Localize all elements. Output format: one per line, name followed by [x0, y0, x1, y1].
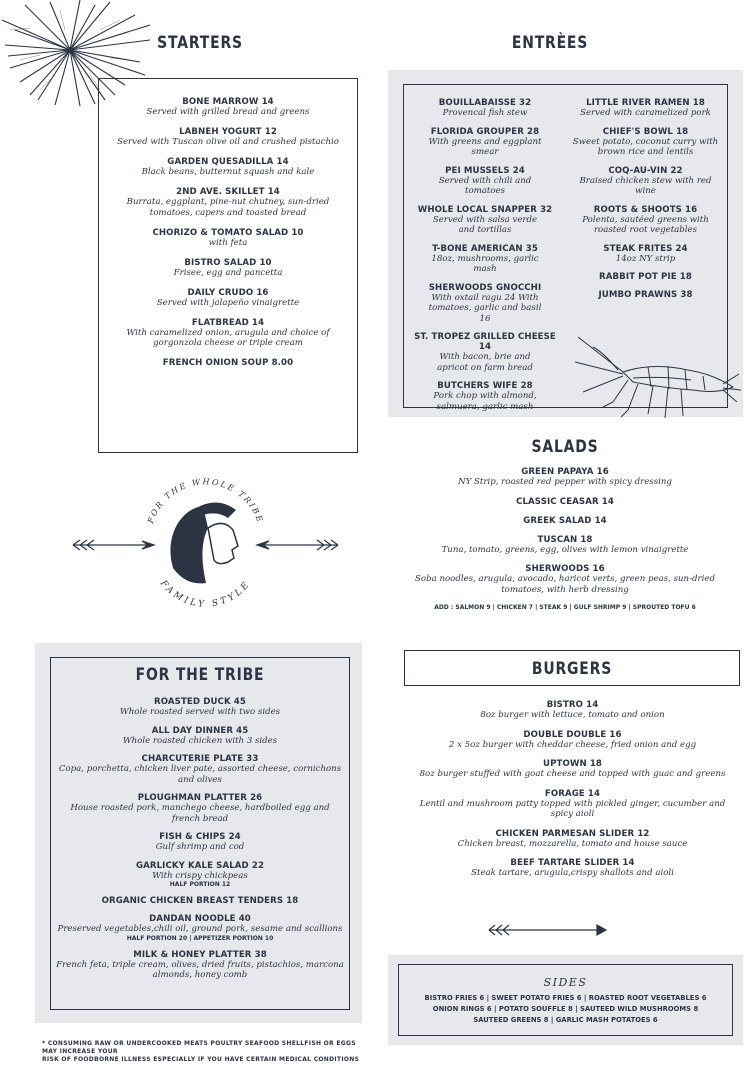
starters-title: STARTERS: [157, 33, 243, 53]
menu-item-name: RABBIT POT PIE 18: [599, 272, 692, 282]
menu-item-name: TUSCAN 18: [537, 534, 593, 545]
burgers-list: [400, 700, 745, 888]
menu-item: [568, 272, 723, 282]
menu-item: [109, 97, 347, 118]
menu-item-description: Whole roasted chicken with 3 sides: [122, 735, 278, 746]
tribe-title: FOR THE TRIBE: [135, 665, 265, 685]
menu-item-name: MILK & HONEY PLATTER 38: [133, 949, 267, 960]
menu-item-description: Served with caramelized pork: [580, 108, 711, 118]
menu-item-description: House roasted pork, manchego cheese, hardboiled egg and french bread: [70, 803, 330, 824]
entrees-left-list: [410, 98, 560, 420]
menu-item: [410, 332, 560, 373]
menu-item-description: With bacon, brie and apricot on farm bread: [437, 352, 533, 373]
sides-line: ONION RINGS 6 | POTATO SOUFFLE 8 | SAUTEED WILD MUSHROOMS 8: [432, 1005, 699, 1013]
menu-item-note: HALF PORTION 12: [169, 881, 231, 888]
menu-item-name: BEEF TARTARE SLIDER 14: [510, 858, 635, 868]
menu-item-description: Braised chicken stew with red wine: [579, 175, 712, 196]
menu-item-name: FRENCH ONION SOUP 8.00: [162, 358, 294, 368]
menu-item-name: DAILY CRUDO 16: [187, 287, 269, 298]
logo-top-text: FOR THE WHOLE TRIBE: [146, 477, 265, 525]
menu-item-description: NY Strip, roasted red pepper with spicy dressing: [458, 477, 672, 487]
menu-item-description: Served with salsa verde and tortillas: [432, 214, 538, 235]
menu-item: [568, 127, 723, 158]
menu-item-description: With greens and eggplant smear: [428, 136, 542, 157]
menu-item-description: With crispy chickpeas: [152, 870, 248, 881]
menu-item: [400, 789, 745, 820]
sides-line: SAUTEED GREENS 8 | GARLIC MASH POTATOES 6: [473, 1016, 658, 1024]
menu-item-name: PEI MUSSELS 24: [445, 165, 525, 176]
menu-item-description: Steak tartare, arugula,crispy shallots and aioli: [471, 868, 674, 878]
menu-item: [410, 127, 560, 158]
menu-item: [400, 759, 745, 780]
menu-item-name: LITTLE RIVER RAMEN 18: [586, 98, 705, 108]
menu-item-name: BUTCHERS WIFE 28: [437, 381, 533, 391]
menu-item: [50, 793, 350, 824]
menu-item-name: CHARCUTERIE PLATE 33: [141, 754, 259, 764]
menu-item: [410, 166, 560, 197]
menu-item: [109, 358, 347, 368]
menu-item: [109, 127, 347, 148]
menu-item-name: ORGANIC CHICKEN BREAST TENDERS 18: [101, 896, 299, 906]
tribe-list: [50, 697, 350, 981]
entrees-panel: [388, 70, 743, 417]
starters-list: [99, 79, 357, 368]
starters-box: [98, 78, 358, 453]
tribe-panel: [35, 643, 362, 1023]
menu-item: [50, 697, 350, 718]
menu-item: [410, 381, 560, 412]
menu-item-description: Sweet potato, coconut curry with brown rice and lentils: [572, 136, 719, 157]
salads-section: [395, 437, 735, 611]
menu-item: [568, 290, 723, 300]
menu-item: [395, 497, 735, 507]
menu-item-name: WHOLE LOCAL SNAPPER 32: [417, 204, 553, 215]
menu-item-description: with feta: [208, 237, 248, 248]
menu-item-description: 8oz burger stuffed with goat cheese and topped with guac and greens: [419, 769, 726, 779]
menu-item-name: GREEK SALAD 14: [523, 515, 607, 526]
menu-item-name: JUMBO PRAWNS 38: [598, 290, 693, 300]
menu-item: [568, 205, 723, 236]
menu-item-description: 8oz burger with lettuce, tomato and onion: [480, 710, 665, 720]
entrees-title: ENTRÈES: [511, 33, 589, 53]
menu-item-name: BISTRO SALAD 10: [184, 257, 272, 268]
menu-item-name: SHERWOODS GNOCCHI: [428, 282, 542, 293]
menu-item-name: BOUILLABAISSE 32: [438, 98, 532, 108]
menu-item-description: 14oz NY strip: [615, 253, 676, 264]
menu-item-description: Soba noodles, arugula, avocado, haricot verts, green peas, sun-dried tomatoes, with herb dressing: [415, 574, 715, 595]
menu-item-name: PLOUGHMAN PLATTER 26: [137, 793, 263, 803]
menu-item-name: ST. TROPEZ GRILLED CHEESE 14: [414, 332, 556, 352]
burgers-title: BURGERS: [531, 659, 613, 679]
menu-item: [50, 726, 350, 747]
menu-item-name: SHERWOODS 16: [525, 564, 605, 574]
menu-item-name: GARDEN QUESADILLA 14: [167, 157, 289, 167]
salads-title: SALADS: [531, 437, 599, 457]
menu-item: [400, 858, 745, 879]
menu-item-name: BISTRO 14: [546, 700, 599, 710]
menu-item-description: Pork chop with almond, salmuera, garlic mash: [433, 391, 537, 412]
menu-item-name: UPTOWN 18: [543, 759, 602, 769]
menu-item-description: With caramelized onion, arugula and choice of gorgonzola cheese or triple cream: [126, 327, 330, 348]
menu-item-name: STEAK FRITES 24: [603, 243, 688, 254]
menu-item-name: ROASTED DUCK 45: [154, 697, 246, 707]
lobster-illustration: [573, 332, 743, 424]
menu-item-description: Tuna, tomato, greens, egg, olives with lemon vinaigrette: [441, 544, 689, 555]
menu-item: [395, 564, 735, 595]
menu-item-name: CHIEF'S BOWL 18: [602, 126, 689, 137]
menu-item: [109, 228, 347, 249]
menu-item: [568, 244, 723, 265]
burgers-header-box: [404, 650, 740, 686]
menu-item-name: FLATBREAD 14: [191, 317, 265, 328]
menu-item: [109, 318, 347, 349]
menu-item-description: Provencal fish stew: [442, 108, 528, 118]
menu-item: [50, 896, 350, 906]
menu-item: [410, 205, 560, 236]
menu-item-name: LABNEH YOGURT 12: [179, 127, 277, 137]
menu-item-name: ROOTS & SHOOTS 16: [593, 204, 698, 215]
starters-section: [135, 33, 265, 53]
sides-title: SIDES: [543, 976, 588, 989]
menu-item: [109, 288, 347, 309]
menu-item-note: HALF PORTION 20 | APPETIZER PORTION 10: [126, 934, 274, 942]
menu-item: [410, 283, 560, 325]
sides-line: BISTRO FRIES 6 | SWEET POTATO FRIES 6 | ROASTED ROOT VEGETABLES 6: [424, 994, 707, 1002]
menu-item-description: Gulf shrimp and cod: [155, 842, 245, 852]
menu-item-name: FISH & CHIPS 24: [159, 832, 241, 842]
menu-item: [50, 950, 350, 981]
menu-item-description: Copa, porchetta, chicken liver pate, assorted cheese, cornichons and olives: [58, 764, 342, 785]
menu-item-name: DOUBLE DOUBLE 16: [523, 729, 622, 740]
menu-item-name: CHORIZO & TOMATO SALAD 10: [152, 227, 304, 238]
menu-item-name: T-BONE AMERICAN 35: [432, 243, 538, 254]
menu-item-name: BONE MARROW 14: [182, 97, 274, 107]
menu-item: [395, 535, 735, 556]
menu-item: [50, 914, 350, 942]
menu-item: [400, 829, 745, 850]
chief-logo-illustration: [68, 468, 343, 618]
menu-item: [109, 187, 347, 218]
health-disclaimer: [42, 1040, 372, 1064]
menu-item-description: 2 x 5oz burger with cheddar cheese, fried onion and egg: [448, 739, 697, 750]
menu-item: [50, 754, 350, 785]
disclaimer-line-2: RISK OF FOODBORNE ILLNESS ESPECIALLY IF YOU HAVE CERTAIN MEDICAL CONDITIONS: [42, 1056, 360, 1063]
entrees-right-list: [568, 98, 723, 308]
menu-item-description: Chicken breast, mozzarella, tomato and house sauce: [457, 838, 688, 849]
menu-item-name: GARLICKY KALE SALAD 22: [135, 860, 265, 871]
menu-item: [395, 467, 735, 488]
sides-content: [398, 976, 733, 1026]
salads-list: [395, 467, 735, 595]
menu-item-description: Preserved vegetables,chili oil, ground pork, sesame and scallions: [57, 924, 343, 934]
menu-item: [109, 157, 347, 178]
menu-item: [568, 166, 723, 197]
family-style-logo: [68, 468, 343, 618]
menu-item-description: French feta, triple cream, olives, dried fruits, pistachios, marcona almonds, honey comb: [56, 959, 344, 980]
menu-item-description: Black beans, butternut squash and kale: [141, 167, 315, 177]
menu-item-name: GREEN PAPAYA 16: [521, 467, 609, 477]
menu-item-name: FLORIDA GROUPER 28: [430, 126, 540, 137]
menu-item: [410, 98, 560, 119]
menu-item-description: Burrata, eggplant, pine-nut chutney, sun-dried tomatoes, capers and toasted bread: [126, 197, 330, 218]
menu-item: [568, 98, 723, 119]
menu-item-name: ALL DAY DINNER 45: [151, 725, 249, 736]
logo-bottom-text: FAMILY STYLE: [157, 578, 254, 610]
menu-item: [400, 700, 745, 721]
tribe-content: [50, 665, 350, 989]
menu-item-description: Served with chili and tomatoes: [438, 175, 532, 196]
salads-add-ons: ADD : SALMON 9 | CHICKEN 7 | STEAK 9 | GULF SHRIMP 9 | SPROUTED TOFU 6: [434, 604, 696, 611]
sides-panel: [388, 955, 743, 1045]
menu-item-description: Frisee, egg and pancetta: [173, 267, 283, 278]
menu-item: [50, 832, 350, 853]
menu-item-name: 2ND AVE. SKILLET 14: [176, 187, 280, 197]
disclaimer-line-1: * CONSUMING RAW OR UNDERCOOKED MEATS POULTRY SEAFOOD SHELLFISH OR EGGS MAY INCREASE YOUR: [42, 1040, 356, 1055]
menu-item-description: Whole roasted served with two sides: [119, 707, 281, 717]
menu-item-description: Polenta, sautéed greens with roasted root vegetables: [582, 214, 709, 235]
menu-item-name: DANDAN NOODLE 40: [149, 914, 251, 924]
arrow-divider: [485, 922, 610, 938]
menu-item-name: CHICKEN PARMESAN SLIDER 12: [495, 828, 650, 839]
menu-item-description: 18oz, mushrooms, garlic mash: [431, 253, 539, 274]
menu-item-name: FORAGE 14: [544, 788, 601, 799]
menu-item-description: Lentil and mushroom patty topped with pickled ginger, cucumber and spicy aioli: [419, 798, 726, 819]
entrees-section: [480, 33, 620, 53]
menu-item: [50, 861, 350, 889]
menu-item-description: Served with jalapeño vinaigrette: [156, 297, 300, 308]
menu-item: [410, 244, 560, 275]
menu-item: [400, 730, 745, 751]
menu-item-name: CLASSIC CEASAR 14: [516, 496, 614, 507]
menu-item: [395, 516, 735, 526]
menu-item-description: Served with Tuscan olive oil and crushed pistachio: [117, 137, 339, 147]
menu-item-description: With oxtail ragu 24 With tomatoes, garlic and basil 16: [428, 292, 542, 324]
menu-item-name: COQ-AU-VIN 22: [608, 165, 683, 176]
menu-item: [109, 258, 347, 279]
menu-item-description: Served with grilled bread and greens: [146, 107, 310, 117]
